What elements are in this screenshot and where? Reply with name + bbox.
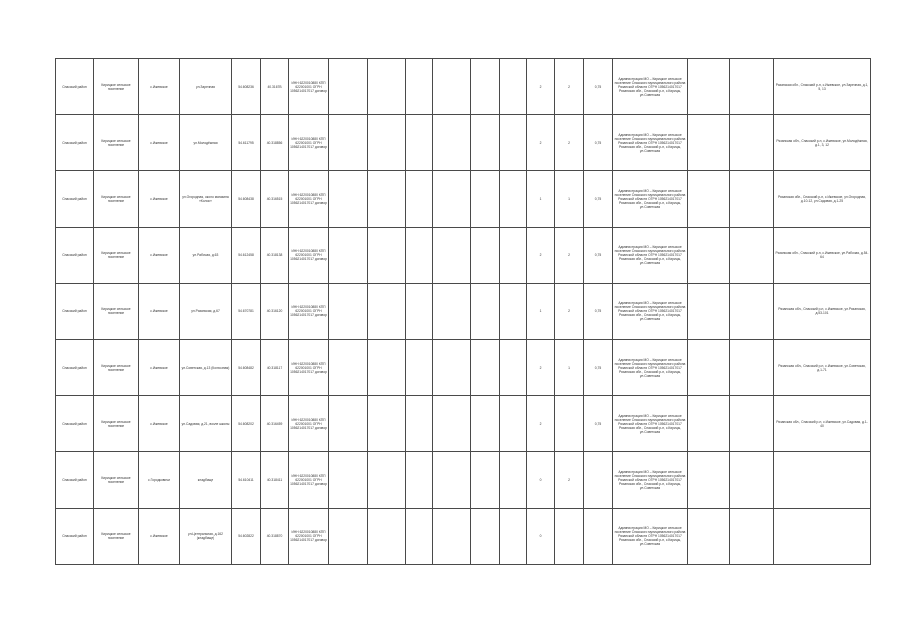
empty-cell	[433, 283, 471, 339]
empty-cell	[368, 396, 406, 452]
volume-cell	[584, 452, 613, 508]
empty-cell	[500, 115, 527, 171]
empty-cell	[329, 508, 368, 564]
longitude-cell: 40.318117	[261, 339, 289, 395]
volume-cell: 0,75	[584, 396, 613, 452]
empty-cell	[500, 396, 527, 452]
longitude-cell: 40.318138	[261, 227, 289, 283]
empty-cell	[730, 452, 774, 508]
empty-cell	[329, 227, 368, 283]
count-cell: 0	[527, 452, 555, 508]
empty-cell	[406, 283, 433, 339]
empty-cell	[406, 59, 433, 115]
settlement-cell: Кирицкое сельское поселение	[94, 396, 139, 452]
empty-cell	[329, 59, 368, 115]
empty-cell	[688, 171, 730, 227]
contract-cell: ИНН 6220010880 КПП 622001001 ОГРН 1056214017017 договор	[289, 59, 329, 115]
waste-sources-cell: Рязанская обл., Спасский р-н, с.Ижевское, ул.Рязанская, д.53-101	[774, 283, 871, 339]
count-cell	[555, 508, 584, 564]
waste-sources-cell: Рязанская обл., Спасский р-н, с.Ижевское, ул.Садовая, д.1-40	[774, 396, 871, 452]
empty-cell	[688, 339, 730, 395]
district-cell: Спасский район	[56, 115, 94, 171]
empty-cell	[730, 115, 774, 171]
empty-cell	[730, 339, 774, 395]
contract-cell: ИНН 6220010880 КПП 622001001 ОГРН 1056214017017 договор	[289, 339, 329, 395]
empty-cell	[471, 396, 500, 452]
count-cell: 1	[527, 283, 555, 339]
volume-cell: 0,75	[584, 171, 613, 227]
locality-cell: с.Городковичи	[139, 452, 180, 508]
empty-cell	[433, 59, 471, 115]
settlement-cell: Кирицкое сельское поселение	[94, 115, 139, 171]
address-cell: ул.Садовая, д.21, возле школы	[180, 396, 232, 452]
count-cell: 0	[527, 508, 555, 564]
waste-sources-cell	[774, 508, 871, 564]
count-cell: 2	[555, 452, 584, 508]
volume-cell: 0,75	[584, 339, 613, 395]
count-cell: 2	[527, 59, 555, 115]
document-sheet	[55, 58, 871, 565]
latitude-cell: 54.608438	[232, 171, 261, 227]
longitude-cell: 40.318870	[261, 508, 289, 564]
empty-cell	[329, 396, 368, 452]
locality-cell: с.Ижевское	[139, 227, 180, 283]
address-cell: кладбище	[180, 452, 232, 508]
table-row	[56, 171, 871, 227]
contract-cell: ИНН 6220010880 КПП 622001001 ОГРН 1056214017017 договор	[289, 115, 329, 171]
empty-cell	[688, 59, 730, 115]
longitude-cell: 40.318411	[261, 452, 289, 508]
address-cell: ул.Огородная, около магазина «Колос»	[180, 171, 232, 227]
empty-cell	[368, 339, 406, 395]
empty-cell	[433, 452, 471, 508]
empty-cell	[368, 171, 406, 227]
empty-cell	[329, 115, 368, 171]
empty-cell	[730, 171, 774, 227]
settlement-cell: Кирицкое сельское поселение	[94, 283, 139, 339]
empty-cell	[471, 339, 500, 395]
table-row	[56, 59, 871, 115]
count-cell	[555, 396, 584, 452]
empty-cell	[471, 452, 500, 508]
count-cell: 2	[555, 59, 584, 115]
volume-cell: 0,75	[584, 59, 613, 115]
empty-cell	[406, 115, 433, 171]
settlement-cell: Кирицкое сельское поселение	[94, 508, 139, 564]
latitude-cell: 54.602822	[232, 508, 261, 564]
empty-cell	[688, 227, 730, 283]
settlement-cell: Кирицкое сельское поселение	[94, 227, 139, 283]
count-cell: 2	[527, 339, 555, 395]
longitude-cell: 40.316120	[261, 283, 289, 339]
empty-cell	[368, 283, 406, 339]
empty-cell	[433, 171, 471, 227]
waste-sources-cell	[774, 452, 871, 508]
table-row	[56, 339, 871, 395]
longitude-cell: 40.316459	[261, 396, 289, 452]
count-cell: 2	[527, 227, 555, 283]
latitude-cell: 54.610411	[232, 452, 261, 508]
table-row	[56, 115, 871, 171]
district-cell: Спасский район	[56, 59, 94, 115]
locality-cell: с.Ижевское	[139, 508, 180, 564]
empty-cell	[368, 59, 406, 115]
owner-cell: Администрация МО – Кирицкое сельское поселение Спасского муниципального района Рязанской области ОГРН 1056214017017 Рязанская обл., Спасский р-н, с.Кирицы, ул.Советская	[613, 59, 688, 115]
locality-cell: с.Ижевское	[139, 59, 180, 115]
volume-cell	[584, 508, 613, 564]
locality-cell: с.Ижевское	[139, 396, 180, 452]
empty-cell	[688, 508, 730, 564]
empty-cell	[406, 227, 433, 283]
empty-cell	[471, 171, 500, 227]
count-cell: 1	[555, 171, 584, 227]
empty-cell	[406, 339, 433, 395]
empty-cell	[500, 508, 527, 564]
empty-cell	[433, 227, 471, 283]
empty-cell	[500, 283, 527, 339]
waste-sources-cell: Рязанская обл., Спасский р-н, с.Ижевское, ул.Молодёжная, д.1, 3, 12	[774, 115, 871, 171]
owner-cell: Администрация МО – Кирицкое сельское поселение Спасского муниципального района Рязанской области ОГРН 1056214017017 Рязанская обл., Спасский р-н, с.Кирицы, ул.Советская	[613, 171, 688, 227]
empty-cell	[471, 59, 500, 115]
empty-cell	[730, 227, 774, 283]
count-cell: 2	[555, 115, 584, 171]
table-row	[56, 396, 871, 452]
count-cell: 2	[555, 283, 584, 339]
latitude-cell: 54.608482	[232, 339, 261, 395]
empty-cell	[368, 227, 406, 283]
empty-cell	[471, 227, 500, 283]
empty-cell	[500, 59, 527, 115]
settlement-cell: Кирицкое сельское поселение	[94, 452, 139, 508]
longitude-cell: 40.318856	[261, 115, 289, 171]
empty-cell	[406, 452, 433, 508]
address-cell: ул.Заречная	[180, 59, 232, 115]
latitude-cell: 54.670781	[232, 283, 261, 339]
waste-sources-cell: Рязанская обл., Спасский р-н, с.Ижевское, ул.Огородная, д.10-12, ул.Садовая, д.1-25	[774, 171, 871, 227]
empty-cell	[730, 508, 774, 564]
district-cell: Спасский район	[56, 227, 94, 283]
locality-cell: с.Ижевское	[139, 339, 180, 395]
empty-cell	[368, 508, 406, 564]
empty-cell	[688, 452, 730, 508]
address-cell: ул.Рабочая, д.63	[180, 227, 232, 283]
latitude-cell: 54.611795	[232, 115, 261, 171]
count-cell: 2	[527, 396, 555, 452]
empty-cell	[433, 396, 471, 452]
address-cell: ул.Молодёжная	[180, 115, 232, 171]
empty-cell	[433, 339, 471, 395]
contract-cell: ИНН 6220010880 КПП 622001001 ОГРН 1056214017017 договор	[289, 452, 329, 508]
empty-cell	[471, 508, 500, 564]
locality-cell: с.Ижевское	[139, 171, 180, 227]
contract-cell: ИНН 6220010880 КПП 622001001 ОГРН 1056214017017 договор	[289, 171, 329, 227]
volume-cell: 0,75	[584, 227, 613, 283]
empty-cell	[406, 396, 433, 452]
longitude-cell: 40.316515	[261, 171, 289, 227]
waste-sources-cell: Рязанская обл., Спасский р-н, с.Ижевское, ул.Советская, д.1-71	[774, 339, 871, 395]
empty-cell	[329, 452, 368, 508]
district-cell: Спасский район	[56, 171, 94, 227]
count-cell: 1	[527, 171, 555, 227]
empty-cell	[329, 283, 368, 339]
longitude-cell: 40.3167В	[261, 59, 289, 115]
address-cell: ул.Советская, д.13 (Колхозная)	[180, 339, 232, 395]
address-cell: ул.Центральная, д.162 (кладбище)	[180, 508, 232, 564]
owner-cell: Администрация МО – Кирицкое сельское поселение Спасского муниципального района Рязанской области ОГРН 1056214017017 Рязанская обл., Спасский р-н, с.Кирицы, ул.Советская	[613, 227, 688, 283]
latitude-cell: 54.608236	[232, 59, 261, 115]
empty-cell	[688, 396, 730, 452]
empty-cell	[368, 115, 406, 171]
contract-cell: ИНН 6220010880 КПП 622001001 ОГРН 1056214017017 договор	[289, 396, 329, 452]
locality-cell: с.Ижевское	[139, 115, 180, 171]
table-row	[56, 227, 871, 283]
contract-cell: ИНН 6220010880 КПП 622001001 ОГРН 1056214017017 договор	[289, 283, 329, 339]
table-row	[56, 452, 871, 508]
empty-cell	[329, 171, 368, 227]
latitude-cell: 54.608202	[232, 396, 261, 452]
empty-cell	[500, 339, 527, 395]
count-cell: 1	[555, 339, 584, 395]
owner-cell: Администрация МО – Кирицкое сельское поселение Спасского муниципального района Рязанской области ОГРН 1056214017017 Рязанская обл., Спасский р-н, с.Кирицы, ул.Советская	[613, 283, 688, 339]
empty-cell	[730, 396, 774, 452]
table-row	[56, 283, 871, 339]
district-cell: Спасский район	[56, 452, 94, 508]
empty-cell	[433, 115, 471, 171]
empty-cell	[406, 508, 433, 564]
empty-cell	[368, 452, 406, 508]
owner-cell: Администрация МО – Кирицкое сельское поселение Спасского муниципального района Рязанской области ОГРН 1056214017017 Рязанская обл., Спасский р-н, с.Кирицы, ул.Советская	[613, 396, 688, 452]
empty-cell	[688, 115, 730, 171]
empty-cell	[500, 452, 527, 508]
owner-cell: Администрация МО – Кирицкое сельское поселение Спасского муниципального района Рязанской области ОГРН 1056214017017 Рязанская обл., Спасский р-н, с.Кирицы, ул.Советская	[613, 115, 688, 171]
count-cell: 2	[555, 227, 584, 283]
owner-cell: Администрация МО – Кирицкое сельское поселение Спасского муниципального района Рязанской области ОГРН 1056214017017 Рязанская обл., Спасский р-н, с.Кирицы, ул.Советская	[613, 339, 688, 395]
empty-cell	[433, 508, 471, 564]
count-cell: 2	[527, 115, 555, 171]
district-cell: Спасский район	[56, 339, 94, 395]
empty-cell	[688, 283, 730, 339]
waste-sites-registry-table	[55, 58, 871, 565]
waste-sources-cell: Рязанская обл., Спасский р-н, с.Ижевское, ул.Рабочая, д.54-64	[774, 227, 871, 283]
district-cell: Спасский район	[56, 508, 94, 564]
empty-cell	[406, 171, 433, 227]
district-cell: Спасский район	[56, 283, 94, 339]
volume-cell: 0,75	[584, 115, 613, 171]
waste-sources-cell: Рязанская обл., Спасский р-н, с.Ижевское, ул.Заречная, д.1, 5, 13	[774, 59, 871, 115]
district-cell: Спасский район	[56, 396, 94, 452]
owner-cell: Администрация МО – Кирицкое сельское поселение Спасского муниципального района Рязанской области ОГРН 1056214017017 Рязанская обл., Спасский р-н, с.Кирицы, ул.Советская	[613, 508, 688, 564]
address-cell: ул.Рязанская, д.67	[180, 283, 232, 339]
contract-cell: ИНН 6220010880 КПП 622001001 ОГРН 1056214017017 договор	[289, 508, 329, 564]
empty-cell	[730, 59, 774, 115]
empty-cell	[500, 227, 527, 283]
latitude-cell: 54.612458	[232, 227, 261, 283]
volume-cell: 0,75	[584, 283, 613, 339]
locality-cell: с.Ижевское	[139, 283, 180, 339]
empty-cell	[730, 283, 774, 339]
empty-cell	[471, 115, 500, 171]
owner-cell: Администрация МО – Кирицкое сельское поселение Спасского муниципального района Рязанской области ОГРН 1056214017017 Рязанская обл., Спасский р-н, с.Кирицы, ул.Советская	[613, 452, 688, 508]
settlement-cell: Кирицкое сельское поселение	[94, 171, 139, 227]
empty-cell	[500, 171, 527, 227]
contract-cell: ИНН 6220010880 КПП 622001001 ОГРН 1056214017017 договор	[289, 227, 329, 283]
empty-cell	[329, 339, 368, 395]
settlement-cell: Кирицкое сельское поселение	[94, 339, 139, 395]
table-row	[56, 508, 871, 564]
empty-cell	[471, 283, 500, 339]
settlement-cell: Кирицкое сельское поселение	[94, 59, 139, 115]
